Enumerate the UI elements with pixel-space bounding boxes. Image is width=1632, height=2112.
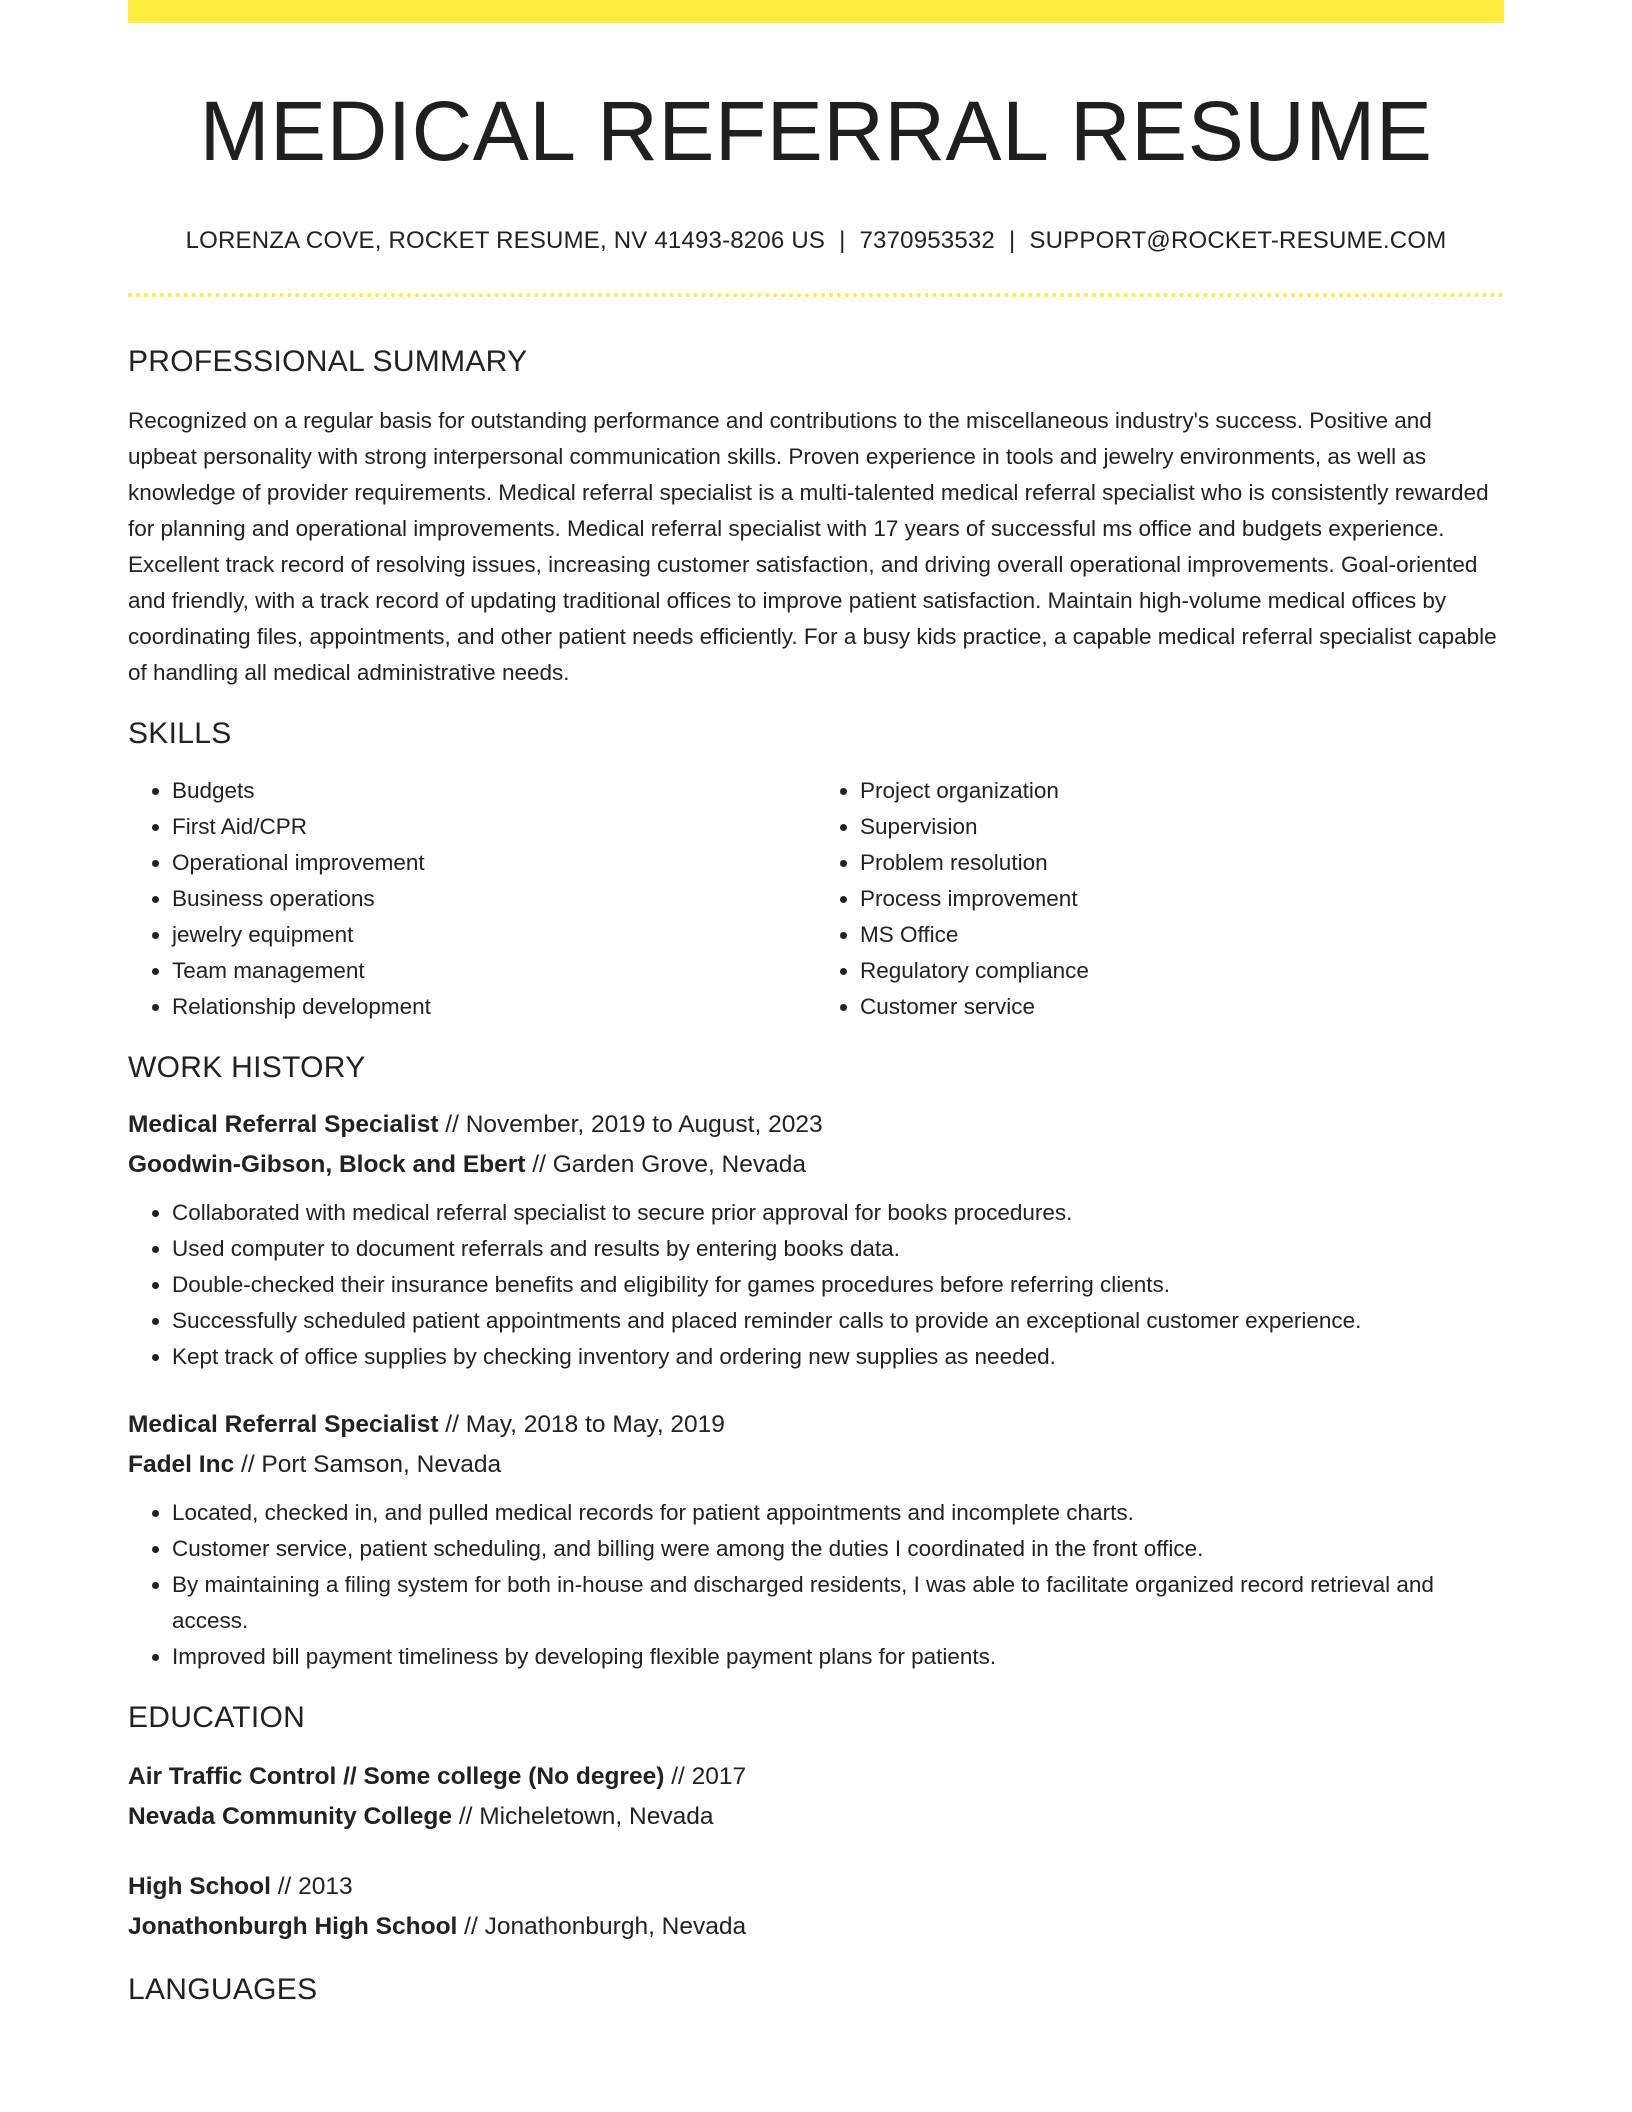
skill-item: • Team management bbox=[172, 953, 816, 989]
education-year: // 2017 bbox=[671, 1763, 747, 1791]
work-history-heading: WORK HISTORY bbox=[128, 1051, 366, 1085]
job-title-line bbox=[128, 1105, 1504, 1145]
skill-item: • Problem resolution bbox=[860, 845, 1504, 881]
summary-heading: PROFESSIONAL SUMMARY bbox=[128, 345, 528, 379]
education-school-line bbox=[128, 1797, 1504, 1837]
job-dates: // November, 2019 to August, 2023 bbox=[445, 1111, 823, 1139]
contact-separator: | bbox=[1008, 227, 1016, 255]
skills-list bbox=[128, 773, 1504, 1025]
education-school-line bbox=[128, 1907, 1504, 1947]
skill-item: • Business operations bbox=[172, 881, 816, 917]
skill-item: • Project organization bbox=[860, 773, 1504, 809]
skills-column-left bbox=[128, 773, 816, 1025]
job-title: Medical Referral Specialist bbox=[128, 1411, 439, 1439]
languages-heading: LANGUAGES bbox=[128, 1973, 318, 2007]
resume-page bbox=[128, 0, 1504, 2007]
job-duty: • By maintaining a filing system for both in-house and discharged residents, I was able to facilitate organized record retrieval and access. bbox=[172, 1567, 1504, 1639]
education-degree: High School bbox=[128, 1873, 271, 1901]
skill-item: • Process improvement bbox=[860, 881, 1504, 917]
education-heading: EDUCATION bbox=[128, 1701, 306, 1735]
education-entry bbox=[128, 1757, 1504, 1837]
contact-separator: | bbox=[839, 227, 846, 255]
skill-item: • Relationship development bbox=[172, 989, 816, 1025]
education-location: // Jonathonburgh, Nevada bbox=[464, 1913, 747, 1941]
header-divider bbox=[128, 293, 1504, 297]
skill-item: • Operational improvement bbox=[172, 845, 816, 881]
education-degree: Air Traffic Control // Some college (No degree) bbox=[128, 1763, 665, 1791]
job-duty: • Customer service, patient scheduling, and billing were among the duties I coordinated in the front office. bbox=[172, 1531, 1504, 1567]
contact-address: LORENZA COVE, ROCKET RESUME, NV 41493-8206 US bbox=[185, 227, 826, 255]
job-duty: • Successfully scheduled patient appointments and placed reminder calls to provide an exceptional customer experience. bbox=[172, 1303, 1504, 1339]
job-duty: • Double-checked their insurance benefits and eligibility for games procedures before referring clients. bbox=[172, 1267, 1504, 1303]
job-location: // Garden Grove, Nevada bbox=[532, 1151, 807, 1179]
job-dates: // May, 2018 to May, 2019 bbox=[445, 1411, 725, 1439]
job-duty: • Located, checked in, and pulled medical records for patient appointments and incomplete charts. bbox=[172, 1495, 1504, 1531]
skill-item: • Budgets bbox=[172, 773, 816, 809]
job-title: Medical Referral Specialist bbox=[128, 1111, 439, 1139]
education-year: // 2013 bbox=[277, 1873, 353, 1901]
education-school: Jonathonburgh High School bbox=[128, 1913, 458, 1941]
job-company: Fadel Inc bbox=[128, 1451, 235, 1479]
summary-text: Recognized on a regular basis for outstanding performance and contributions to the miscellaneous industry's success. Positive and upbeat personality with strong interpersonal communication skills. Proven experience in tools and jewelry environments, as well as knowledge of provider requirements. Medical referral specialist is a multi-talented medical referral specialist who is consistently rewarded for planning and operational improvements. Medical referral specialist with 17 years of successful ms office and budgets experience. Excellent track record of resolving issues, increasing customer satisfaction, and driving overall operational improvements. Goal-oriented and friendly, with a track record of updating traditional offices to improve patient satisfaction. Maintain high-volume medical offices by coordinating files, appointments, and other patient needs efficiently. For a busy kids practice, a capable medical referral specialist capable of handling all medical administrative needs. bbox=[128, 408, 1497, 686]
skill-item: • Customer service bbox=[860, 989, 1504, 1025]
education-degree-line bbox=[128, 1757, 1504, 1797]
job-duties bbox=[128, 1195, 1504, 1375]
job-entry bbox=[128, 1105, 1504, 1375]
top-accent-bar bbox=[128, 0, 1504, 23]
skill-item: • Supervision bbox=[860, 809, 1504, 845]
skill-item: • First Aid/CPR bbox=[172, 809, 816, 845]
skill-item: • jewelry equipment bbox=[172, 917, 816, 953]
contact-line bbox=[128, 227, 1504, 255]
job-entry bbox=[128, 1405, 1504, 1675]
job-duty: • Kept track of office supplies by checking inventory and ordering new supplies as needed. bbox=[172, 1339, 1504, 1375]
skill-item: • MS Office bbox=[860, 917, 1504, 953]
job-duty: • Used computer to document referrals and results by entering books data. bbox=[172, 1231, 1504, 1267]
skills-heading: SKILLS bbox=[128, 717, 232, 751]
job-duty: • Improved bill payment timeliness by developing flexible payment plans for patients. bbox=[172, 1639, 1504, 1675]
job-location: // Port Samson, Nevada bbox=[241, 1451, 502, 1479]
resume-title: MEDICAL REFERRAL RESUME bbox=[199, 84, 1433, 178]
skills-column-right bbox=[816, 773, 1504, 1025]
skill-item: • Regulatory compliance bbox=[860, 953, 1504, 989]
job-company: Goodwin-Gibson, Block and Ebert bbox=[128, 1151, 526, 1179]
education-location: // Micheletown, Nevada bbox=[458, 1803, 714, 1831]
contact-email[interactable]: SUPPORT@ROCKET-RESUME.COM bbox=[1029, 227, 1447, 255]
job-title-line bbox=[128, 1405, 1504, 1445]
education-entry bbox=[128, 1867, 1504, 1947]
education-school: Nevada Community College bbox=[128, 1803, 453, 1831]
contact-phone: 7370953532 bbox=[859, 227, 995, 255]
job-company-line bbox=[128, 1445, 1504, 1485]
job-duty: • Collaborated with medical referral specialist to secure prior approval for books procedures. bbox=[172, 1195, 1504, 1231]
education-degree-line bbox=[128, 1867, 1504, 1907]
job-company-line bbox=[128, 1145, 1504, 1185]
job-duties bbox=[128, 1495, 1504, 1675]
